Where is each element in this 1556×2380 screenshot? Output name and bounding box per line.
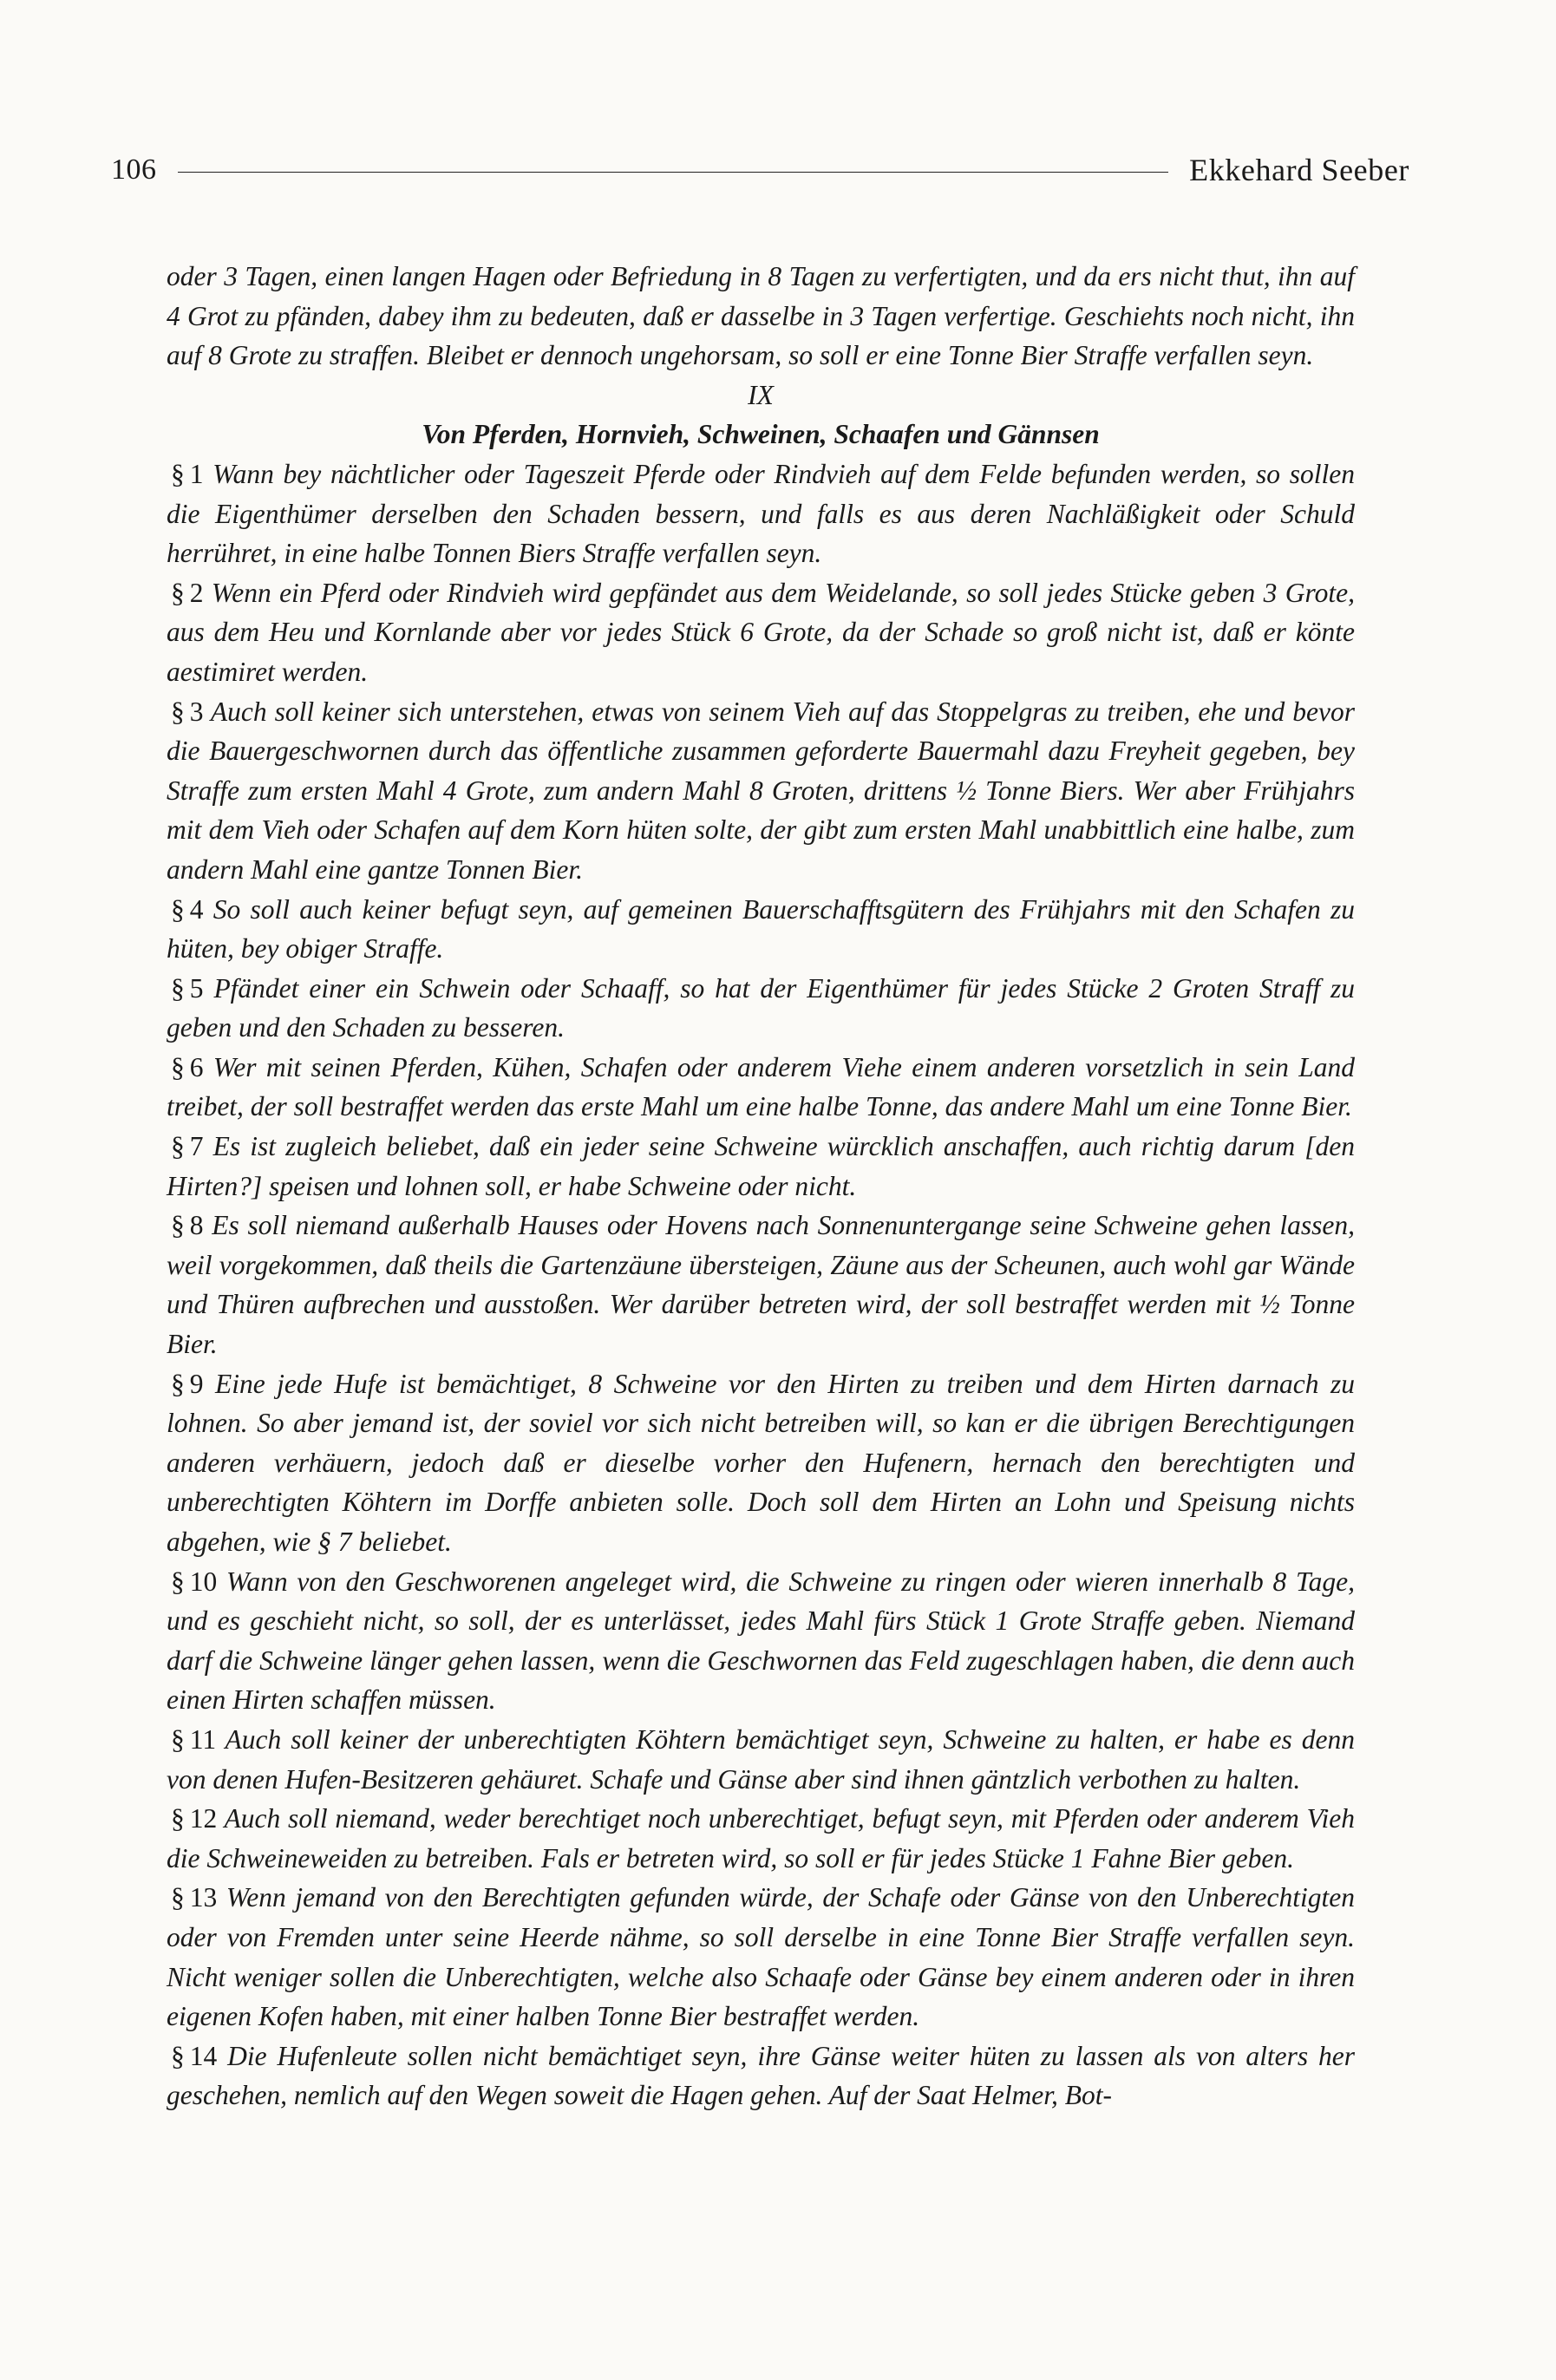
section-sign: § (171, 577, 185, 608)
paragraph-number: 10 (189, 1566, 218, 1597)
paragraph-number: 13 (189, 1882, 218, 1913)
paragraph-11 (167, 1720, 1355, 1799)
chapter-number: IX (748, 379, 774, 410)
paragraph-4 (167, 890, 1355, 969)
section-sign: § (171, 893, 185, 925)
paragraph-3 (167, 692, 1355, 890)
section-sign: § (171, 458, 185, 489)
paragraph-10 (167, 1562, 1355, 1720)
header-rule (178, 172, 1169, 173)
section-sign: § (171, 1882, 185, 1913)
paragraph-text: Es soll niemand außerhalb Hauses oder Hovens nach Sonnenuntergange seine Schweine gehen lassen, weil vorgekommen, daß theils die Gartenzäune übersteigen, Zäune aus der Scheunen, auch wohl gar Wände und Thüren aufbrechen und ausstoßen. Wer darüber betreten wird, der soll bestraffet werden mit ½ Tonne Bier. (167, 1210, 1355, 1360)
paragraph-6 (167, 1048, 1355, 1127)
paragraph-number: 2 (189, 577, 204, 608)
paragraph-number: 11 (189, 1723, 217, 1755)
section-sign: § (171, 1566, 185, 1597)
paragraph-text: Wenn ein Pferd oder Rindvieh wird gepfändet aus dem Weidelande, so soll jedes Stücke geben 3 Grote, aus dem Heu und Kornlande aber vor jedes Stück 6 Grote, da der Schade so groß nicht ist, daß er könte aestimiret werden. (167, 577, 1355, 687)
paragraph-number: 8 (189, 1210, 204, 1241)
running-head-author: Ekkehard Seeber (1189, 153, 1409, 187)
paragraph-2 (167, 573, 1355, 692)
section-sign: § (171, 1051, 185, 1082)
paragraph-number: 9 (189, 1368, 204, 1399)
paragraph-number: 3 (189, 696, 204, 727)
section-sign: § (171, 2040, 185, 2071)
section-sign: § (171, 1210, 185, 1241)
paragraph-number: 4 (189, 893, 204, 925)
intro-paragraph: oder 3 Tagen, einen langen Hagen oder Befriedung in 8 Tagen zu verfertigten, und da ers nicht thut, ihn auf 4 Grot zu pfänden, dabey ihm zu bedeuten, daß er dasselbe in 3 Tagen verfertige. Geschiehts noch nicht, ihn auf 8 Grote zu straffen. Bleibet er dennoch ungehorsam, so soll er eine Tonne Bier Straffe verfallen seyn. (167, 261, 1355, 371)
paragraph-5 (167, 969, 1355, 1048)
paragraph-12 (167, 1799, 1355, 1878)
paragraph-number: 7 (189, 1131, 204, 1162)
paragraph-14 (167, 2037, 1355, 2115)
paragraph-text: Auch soll keiner der unberechtigten Köhtern bemächtiget seyn, Schweine zu halten, er habe es denn von denen Hufen-Besitzeren gehäuret. Schafe und Gänse aber sind ihnen gäntzlich verbothen zu halten. (167, 1723, 1355, 1795)
paragraph-number: 6 (189, 1051, 204, 1082)
paragraph-7 (167, 1127, 1355, 1206)
paragraph-number: 12 (189, 1803, 218, 1834)
section-sign: § (171, 972, 185, 1004)
paragraph-text: Wann bey nächtlicher oder Tageszeit Pferde oder Rindvieh auf dem Felde befunden werden, so sollen die Eigenthümer derselben den Schaden bessern, und falls es aus deren Nachläßigkeit oder Schuld herrühret, in eine halbe Tonnen Biers Straffe verfallen seyn. (167, 458, 1356, 569)
paragraph-number: 1 (189, 458, 204, 489)
body-text (167, 257, 1355, 2115)
page-number: 106 (111, 154, 157, 186)
paragraph-13 (167, 1878, 1355, 2036)
paragraph-1 (167, 454, 1355, 573)
paragraph-text: Wer mit seinen Pferden, Kühen, Schafen oder anderem Viehe einem anderen vorsetzlich in sein Land treibet, der soll bestraffet werden das erste Mahl um eine halbe Tonne, das andere Mahl um eine Tonne Bier. (167, 1051, 1355, 1122)
section-sign: § (171, 1803, 185, 1834)
paragraph-text: Wenn jemand von den Berechtigten gefunden würde, der Schafe oder Gänse von den Unberechtigten oder von Fremden unter seine Heerde nähme, so soll derselbe in eine Tonne Bier Straffe verfallen seyn. Nicht weniger sollen die Unberechtigten, welche also Schaafe oder Gänse bey einem anderen oder in ihren eigenen Kofen haben, mit einer halben Tonne Bier bestraffet werden. (167, 1882, 1355, 2032)
paragraph-number: 14 (189, 2040, 218, 2071)
paragraph-text: Die Hufenleute sollen nicht bemächtiget seyn, ihre Gänse weiter hüten zu lassen als von alters her geschehen, nemlich auf den Wegen soweit die Hagen gehen. Auf der Saat Helmer, Bot- (167, 2040, 1356, 2111)
running-head (111, 146, 1409, 194)
paragraph-text: Auch soll niemand, weder berechtiget noch unberechtiget, befugt seyn, mit Pferden oder anderem Vieh die Schweineweiden zu betreiben. Fals er betreten wird, so soll er für jedes Stücke 1 Fahne Bier geben. (167, 1803, 1355, 1873)
paragraph-text: Eine jede Hufe ist bemächtiget, 8 Schweine vor den Hirten zu treiben und dem Hirten darnach zu lohnen. So aber jemand ist, der soviel vor sich nicht betreiben will, so kan er die übrigen Berechtigungen anderen verhäuern, jedoch daß er dieselbe vorher den Hufenern, hernach den berechtigten und unberechtigten Köhtern im Dorffe anbieten solle. Doch soll dem Hirten an Lohn und Speisung nichts abgehen, wie § 7 beliebet. (167, 1368, 1355, 1557)
paragraph-number: 5 (189, 972, 204, 1004)
chapter-title: Von Pferden, Hornvieh, Schweinen, Schaafen und Gännsen (422, 419, 1100, 450)
section-sign: § (171, 1368, 185, 1399)
paragraph-text: Pfändet einer ein Schwein oder Schaaff, so hat der Eigenthümer für jedes Stücke 2 Groten Straff zu geben und den Schaden zu besseren. (167, 972, 1356, 1043)
paragraph-text: Wann von den Geschworenen angeleget wird, die Schweine zu ringen oder wieren innerhalb 8 Tage, und es geschieht nicht, so soll, der es unterlässet, jedes Mahl fürs Stück 1 Grote Straffe geben. Niemand darf die Schweine länger gehen lassen, wenn die Geschwornen das Feld zugeschlagen haben, die denn auch einen Hirten schaffen müssen. (167, 1566, 1356, 1716)
paragraph-9 (167, 1364, 1355, 1562)
paragraph-text: So soll auch keiner befugt seyn, auf gemeinen Bauerschafftsgütern des Frühjahrs mit den Schafen zu hüten, bey obiger Straffe. (167, 893, 1356, 964)
paragraph-text: Es ist zugleich beliebet, daß ein jeder seine Schweine würcklich anschaffen, auch richtig darum [den Hirten?] speisen und lohnen soll, er habe Schweine oder nicht. (167, 1131, 1355, 1201)
paragraph-text: Auch soll keiner sich unterstehen, etwas von seinem Vieh auf das Stoppelgras zu treiben, ehe und bevor die Bauergeschwornen durch das öffentliche zusammen geforderte Bauermahl dazu Freyheit gegeben, bey Straffe zum ersten Mahl 4 Grote, zum andern Mahl 8 Groten, drittens ½ Tonne Biers. Wer aber Frühjahrs mit dem Vieh oder Schafen auf dem Korn hüten solte, der gibt zum ersten Mahl unabbittlich eine halbe, zum andern Mahl eine gantze Tonnen Bier. (167, 696, 1355, 885)
paragraph-8 (167, 1206, 1355, 1363)
section-sign: § (171, 696, 185, 727)
section-sign: § (171, 1723, 185, 1755)
section-sign: § (171, 1131, 185, 1162)
